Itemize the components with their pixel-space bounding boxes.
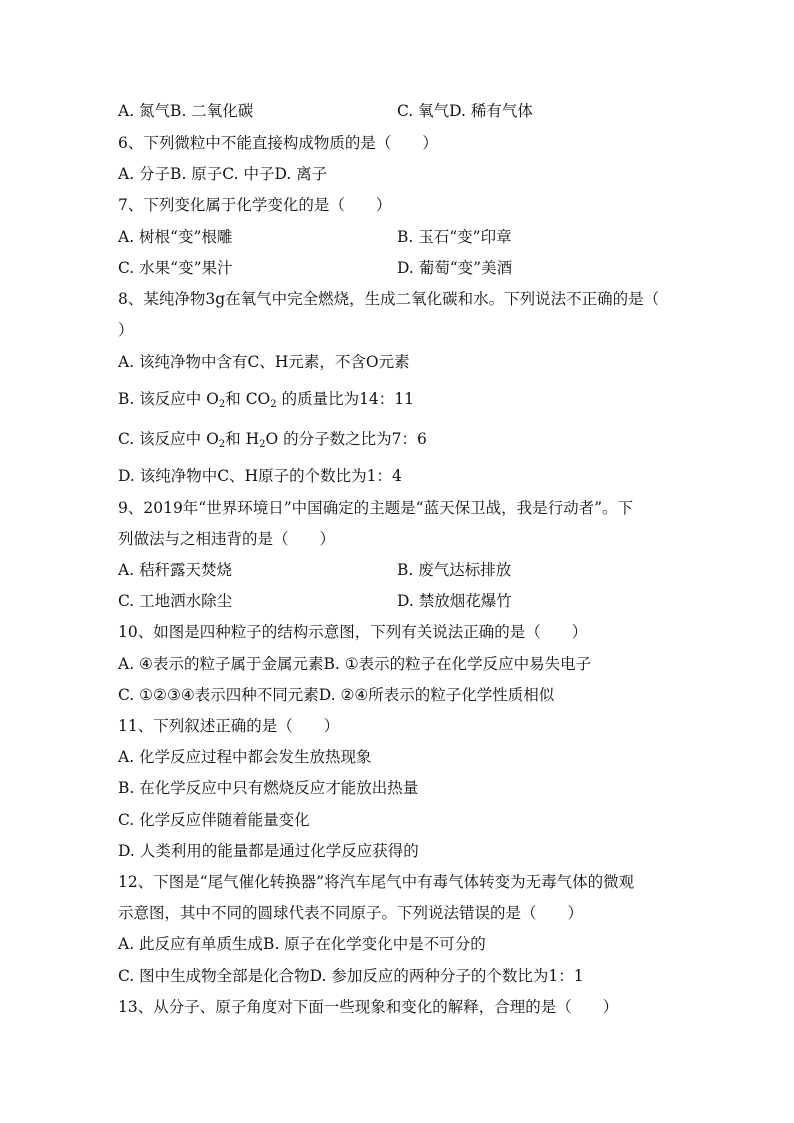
- q11-option-d: D. 人类利用的能量都是通过化学反应获得的: [118, 842, 419, 860]
- q8-option-d: D. 该纯净物中C、H原子的个数比为1：4: [118, 467, 402, 485]
- q11-option-a: A. 化学反应过程中都会发生放热现象: [118, 748, 372, 766]
- q9-option-a: A. 秸秆露天焚烧: [118, 561, 233, 579]
- q12-stem-cont: 示意图，其中不同的圆球代表不同原子。下列说法错误的是（ ）: [118, 904, 584, 922]
- q13-stem: 13、从分子、原子角度对下面一些现象和变化的解释，合理的是（ ）: [118, 998, 619, 1016]
- q9-option-c: C. 工地洒水除尘: [118, 592, 233, 610]
- q10-options-ab: A. ④表示的粒子属于金属元素B. ①表示的粒子在化学反应中易失电子: [118, 655, 592, 673]
- q7-option-c: C. 水果“变”果汁: [118, 259, 233, 277]
- q9-stem: 9、2019年“世界环境日”中国确定的主题是“蓝天保卫战，我是行动者”。下: [118, 499, 634, 517]
- q12-options-ab: A. 此反应有单质生成B. 原子在化学变化中是不可分的: [118, 935, 486, 953]
- q5-options-cd: C. 氧气D. 稀有气体: [397, 102, 533, 120]
- q10-options-cd: C. ①②③④表示四种不同元素D. ②④所表示的粒子化学性质相似: [118, 686, 555, 704]
- q6-stem: 6、下列微粒中不能直接构成物质的是（ ）: [118, 134, 438, 152]
- q7-option-b: B. 玉石“变”印章: [397, 228, 512, 246]
- q9-option-b: B. 废气达标排放: [397, 561, 512, 579]
- q8-option-c: C. 该反应中 $O_2$和 $H_2O$ 的分子数之比为7：6: [118, 430, 427, 450]
- q12-stem: 12、下图是“尾气催化转换器”将汽车尾气中有毒气体转变为无毒气体的微观: [118, 873, 635, 891]
- q11-option-b: B. 在化学反应中只有燃烧反应才能放出热量: [118, 779, 419, 797]
- q11-stem: 11、下列叙述正确的是（ ）: [118, 717, 340, 735]
- q12-options-cd: C. 图中生成物全部是化合物D. 参加反应的两种分子的个数比为1：1: [118, 967, 584, 985]
- q8-option-a: A. 该纯净物中含有C、H元素，不含O元素: [118, 353, 410, 371]
- q7-option-a: A. 树根“变”根雕: [118, 228, 233, 246]
- q11-option-c: C. 化学反应伴随着能量变化: [118, 811, 310, 829]
- q9-stem-cont: 列做法与之相违背的是（ ）: [118, 530, 336, 548]
- q10-stem: 10、如图是四种粒子的结构示意图，下列有关说法正确的是（ ）: [118, 623, 588, 641]
- q6-options: A. 分子B. 原子C. 中子D. 离子: [118, 165, 328, 183]
- q8-stem: 8、某纯净物3g在氧气中完全燃烧，生成二氧化碳和水。下列说法不正确的是（: [118, 290, 660, 308]
- q8-stem-cont: ）: [118, 321, 134, 339]
- q7-option-d: D. 葡萄“变”美酒: [397, 259, 513, 277]
- q7-stem: 7、下列变化属于化学变化的是（ ）: [118, 196, 392, 214]
- q5-options-ab: A. 氮气B. 二氧化碳: [118, 102, 254, 120]
- q8-option-b: B. 该反应中 $O_2$和 $CO_2$ 的质量比为14：11: [118, 390, 415, 410]
- q9-option-d: D. 禁放烟花爆竹: [397, 592, 512, 610]
